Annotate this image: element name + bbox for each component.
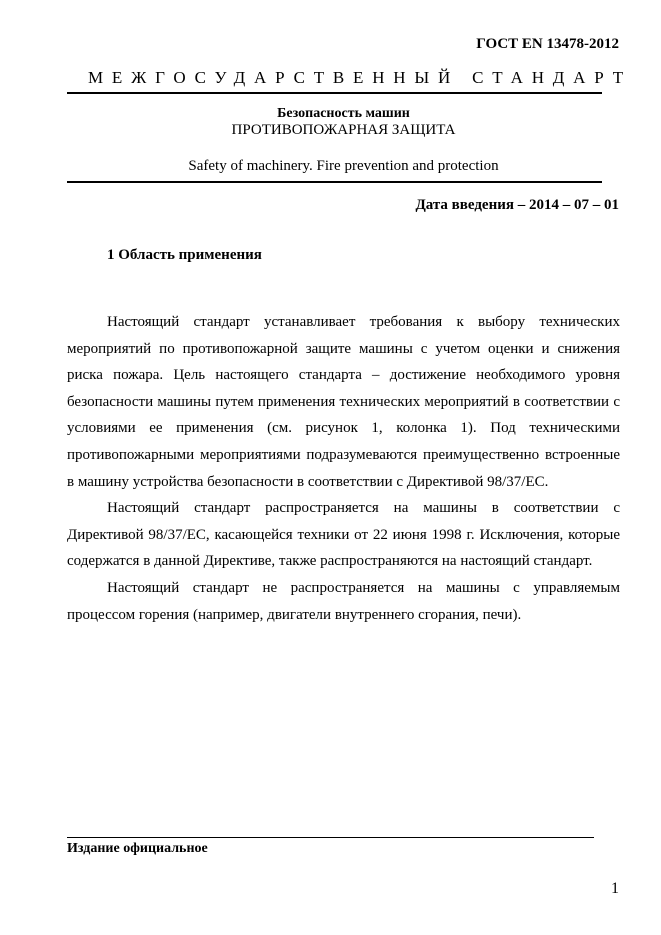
page-number: 1 [611, 880, 619, 897]
introduction-date: Дата введения – 2014 – 07 – 01 [415, 197, 619, 213]
edition-note: Издание официальное [67, 841, 208, 856]
document-title: ПРОТИВОПОЖАРНАЯ ЗАЩИТА [231, 122, 456, 138]
footer-divider [67, 837, 594, 838]
document-code: ГОСТ EN 13478-2012 [476, 36, 619, 52]
header-divider [67, 92, 602, 94]
title-divider [67, 181, 602, 183]
paragraph: Настоящий стандарт не распространяется на машины с управляемым процессом горения (например, двигатели внутреннего сгорания, печи). [67, 579, 620, 623]
section-heading: 1 Область применения [107, 247, 262, 263]
paragraph: Настоящий стандарт устанавливает требования к выбору технических мероприятий по противопожарной защите машины с учетом оценки и снижения риска пожара. Цель настоящего стандарта – достижение необходимого уровня безопасности машины путем применения технических мероприятий в соответствии с условиями ее применения (см. рисунок 1, колонка 1). Под техническими противопожарными мероприятиями подразумеваются преимущественно встроенные в машину устройства безопасности в соответствии с Директивой 98/37/ЕС. [67, 314, 620, 490]
document-title-english: Safety of machinery. Fire prevention and protection [188, 158, 499, 174]
section-body [67, 309, 620, 628]
paragraph: Настоящий стандарт распространяется на машины в соответствии с Директивой 98/37/ЕС, касающейся техники от 22 июня 1998 г. Исключения, которые содержатся в данной Директиве, также распространяются на настоящий стандарт. [67, 500, 620, 570]
standard-type-heading: МЕЖГОСУДАРСТВЕННЫЙ СТАНДАРТ [88, 68, 632, 87]
document-subtitle: Безопасность машин [277, 106, 410, 121]
